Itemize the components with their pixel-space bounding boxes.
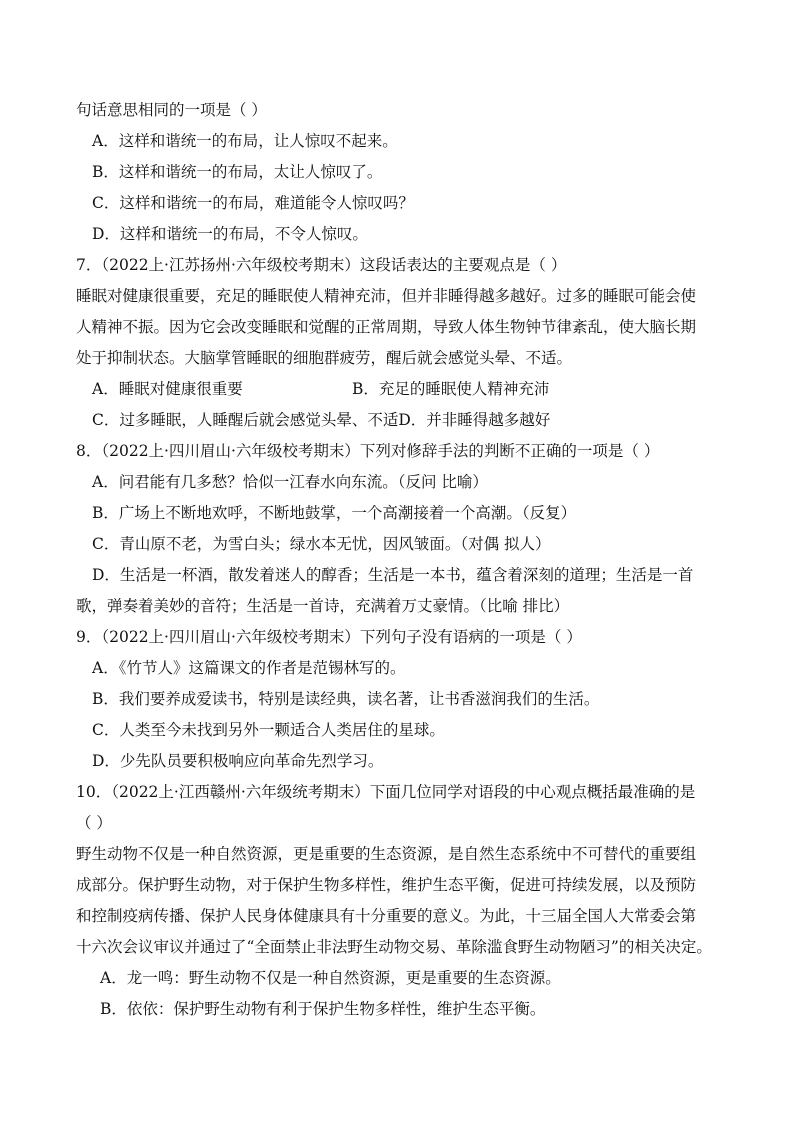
question-list xyxy=(76,95,716,1025)
q6-option-a: A．这样和谐统一的布局，让人惊叹不起来。 xyxy=(92,132,398,150)
q8-option-d: D．生活是一杯酒，散发着迷人的醇香；生活是一本书，蕴含着深刻的道理；生活是一首 xyxy=(92,566,694,584)
q7-option-a: A．睡眠对健康很重要 xyxy=(92,380,243,398)
q8-option-d-continued: 歌，弹奏着美妙的音符；生活是一首诗，充满着万丈豪情。（比喻 排比） xyxy=(76,597,570,615)
q7-options-row-1 xyxy=(76,374,716,405)
q7-option-d: D．并非睡得越多越好 xyxy=(398,411,551,429)
q7-options-row-2 xyxy=(76,405,716,436)
q8-option-b: B．广场上不断地欢呼，不断地鼓掌，一个高潮接着一个高潮。（反复） xyxy=(92,504,577,522)
q10-passage-line: 成部分。保护野生动物，对于保护生物多样性，维护生态平衡，促进可持续发展，以及预防 xyxy=(76,876,697,894)
q6-option-c: C．这样和谐统一的布局，难道能令人惊叹吗？ xyxy=(92,194,414,212)
q9-stem: 9．（2022上·四川眉山·六年级校考期末）下列句子没有语病的一项是（ ） xyxy=(76,628,582,646)
q9-option-b: B．我们要养成爱读书，特别是读经典，读名著，让书香滋润我们的生活。 xyxy=(92,690,600,708)
q8-stem: 8．（2022上·四川眉山·六年级校考期末）下列对修辞手法的判断不正确的一项是（ ） xyxy=(76,442,660,460)
q10-passage-line: 和控制疫病传播、保护人民身体健康具有十分重要的意义。为此，十三届全国人大常委会第 xyxy=(76,907,697,925)
q9-option-a: A．《竹节人》这篇课文的作者是范锡林写的。 xyxy=(92,659,406,677)
q6-option-d: D．这样和谐统一的布局，不令人惊叹。 xyxy=(92,225,368,243)
q10-passage-line: 野生动物不仅是一种自然资源，更是重要的生态资源，是自然生态系统中不可替代的重要组 xyxy=(76,845,697,863)
q7-passage-line: 人精神不振。因为它会改变睡眠和觉醒的正常周期，导致人体生物钟节律紊乱，使大脑长期 xyxy=(76,318,697,336)
q9-option-c: C．人类至今未找到另外一颗适合人类居住的星球。 xyxy=(92,721,445,739)
q6-stem: 句话意思相同的一项是（ ） xyxy=(76,101,267,119)
q7-passage-line: 睡眠对健康很重要，充足的睡眠使人精神充沛，但并非睡得越多越好。过多的睡眠可能会使 xyxy=(76,287,697,305)
q10-option-b: B．依依：保护野生动物有利于保护生物多样性，维护生态平衡。 xyxy=(100,1000,546,1018)
q7-stem: 7．（2022上·江苏扬州·六年级校考期末）这段话表达的主要观点是（ ） xyxy=(76,256,567,274)
q8-option-a: A．问君能有几多愁？恰似一江春水向东流。（反问 比喻） xyxy=(92,473,488,491)
q9-option-d: D．少先队员要积极响应向革命先烈学习。 xyxy=(92,752,384,770)
q10-option-a: A．龙一鸣：野生动物不仅是一种自然资源，更是重要的生态资源。 xyxy=(100,969,561,987)
q7-passage-line: 处于抑制状态。大脑掌管睡眠的细胞群疲劳，醒后就会感觉头晕、不适。 xyxy=(76,349,573,367)
q8-option-c: C．青山原不老，为雪白头；绿水本无忧，因风皱面。（对偶 拟人） xyxy=(92,535,551,553)
q10-passage-line: 十六次会议审议并通过了“全面禁止非法野生动物交易、革除滥食野生动物陋习”的相关决定。 xyxy=(76,938,712,956)
q7-option-b: B．充足的睡眠使人精神充沛 xyxy=(352,380,550,398)
q7-option-c: C．过多睡眠，人睡醒后就会感觉头晕、不适 xyxy=(92,411,399,429)
q6-option-b: B．这样和谐统一的布局，太让人惊叹了。 xyxy=(92,163,383,181)
q10-stem: 10．（2022上·江西赣州·六年级统考期末）下面几位同学对语段的中心观点概括最准确的是 xyxy=(76,783,696,801)
q10-stem-answer-blank: （ ） xyxy=(76,814,112,832)
